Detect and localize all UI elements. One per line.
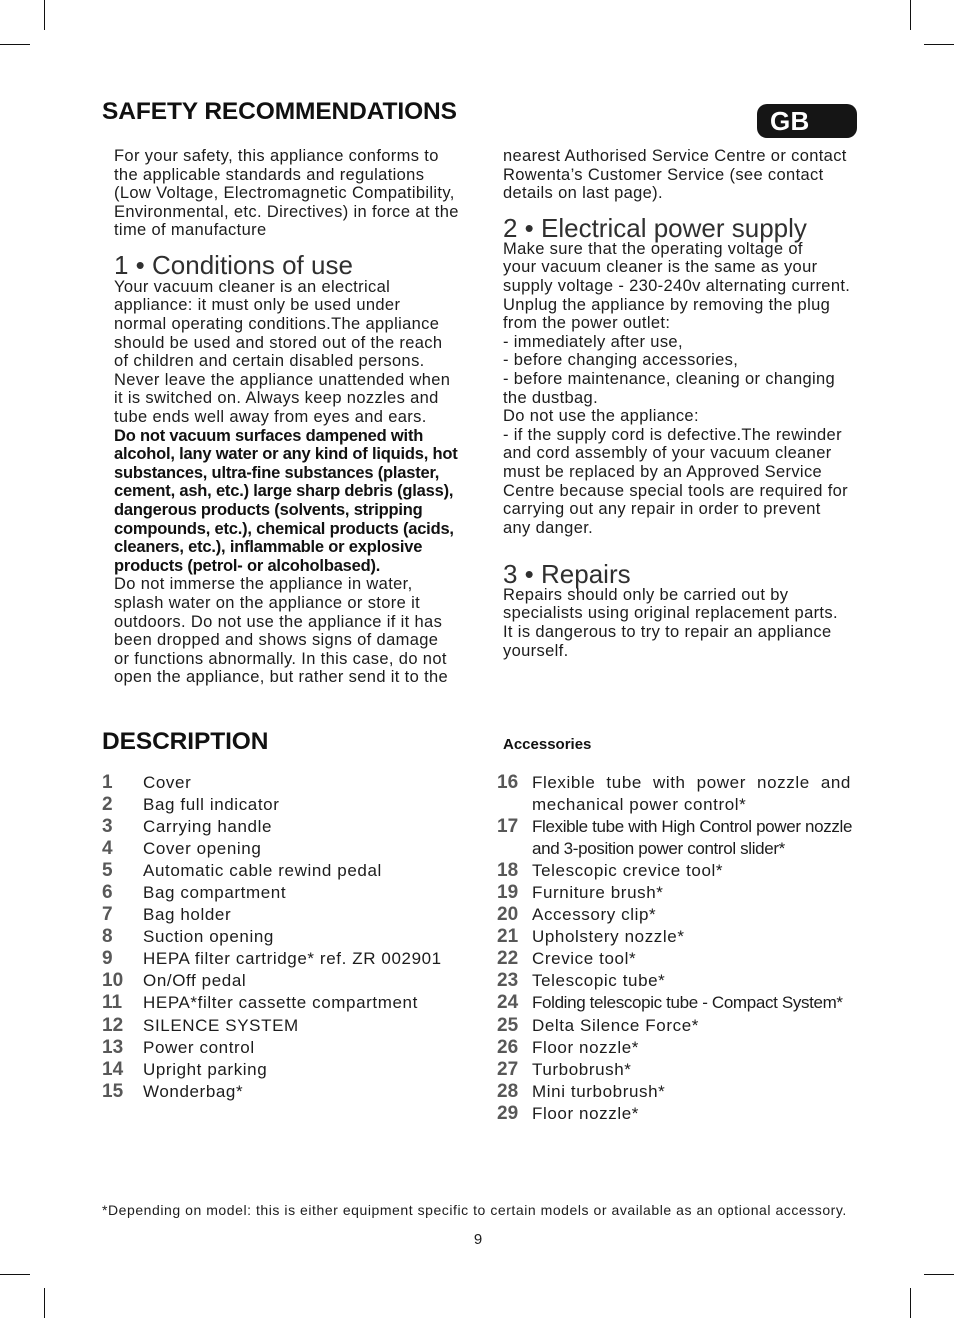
item-number: 28 [497,1080,519,1102]
conditions-line: it is switched on. Always keep nozzles and [114,389,439,408]
item-label-line: Floor nozzle* [532,1103,640,1123]
item-number: 14 [102,1058,124,1080]
crop-mark [910,0,911,30]
page-number: 9 [473,1231,483,1248]
conditions-line: appliance: it must only be used under [114,296,401,315]
description-item [102,1081,442,1103]
accessory-item [497,970,852,992]
item-label [532,948,636,970]
item-label-line: Delta Silence Force* [532,1015,699,1035]
description-item [102,926,442,948]
conditions-line: Do not immerse the appliance in water, [114,575,413,594]
conditions-line: open the appliance, but rather send it to the [114,668,449,687]
item-number: 8 [102,926,113,948]
power-supply-paragraph [503,240,850,538]
continuation-paragraph [503,147,847,203]
item-label: Cover [143,773,192,792]
description-item [102,1037,442,1059]
conditions-line: normal operating conditions.The appliance [114,314,440,333]
crop-mark [924,1274,954,1275]
item-label: On/Off pedal [143,971,247,991]
accessory-item [497,1015,852,1037]
item-number: 22 [497,948,519,970]
warning-line: substances, ultra-fine substances (plaster, [114,463,440,482]
description-item [102,970,442,992]
item-label [532,904,656,926]
item-label [532,992,843,1014]
item-label-line: Mini turbobrush* [532,1081,666,1101]
description-item [102,1015,442,1037]
item-label-line: Telescopic crevice tool* [532,861,724,881]
accessory-item [497,1037,852,1059]
item-number: 19 [497,882,519,904]
repairs-line: It is dangerous to try to repair an appliance [503,622,832,641]
item-number: 3 [102,816,113,838]
conditions-line: been dropped and shows signs of damage [114,631,439,650]
power-supply-line: and cord assembly of your vacuum cleaner [503,444,832,463]
item-label-line: Flexible tube with power nozzle and [532,773,851,792]
continuation-line: Rowenta’s Customer Service (see contact [503,165,824,184]
item-label [532,1015,699,1037]
power-supply-line: any danger. [503,518,594,537]
item-label: Suction opening [143,927,274,947]
item-label-line: Floor nozzle* [532,1037,640,1057]
intro-line: (Low Voltage, Electromagnetic Compatibility, [114,184,455,203]
warning-line: alcohol, lany water or any kind of liquids, hot [114,445,458,464]
description-item [102,860,442,882]
item-number: 13 [102,1036,124,1058]
item-label: Wonderbag* [143,1081,244,1101]
item-number: 29 [497,1102,519,1124]
accessory-item [497,926,852,948]
item-label: Carrying handle [143,817,273,837]
item-number: 10 [102,970,124,992]
item-label-line: Accessory clip* [532,905,657,925]
accessory-item [497,904,852,926]
intro-line: time of manufacture [114,221,267,240]
item-number: 24 [497,992,519,1014]
description-item [102,992,442,1014]
conditions-line: should be used and stored out of the reach [114,333,443,352]
item-number: 25 [497,1014,519,1036]
conditions-heading: 1 • Conditions of use [114,250,353,280]
accessory-item [497,860,852,882]
description-item [102,904,442,926]
warning-line: compounds, etc.), chemical products (acids, [114,519,454,538]
item-label: SILENCE SYSTEM [143,1015,299,1035]
conditions-paragraph [114,278,458,427]
crop-mark [910,1288,911,1318]
item-label-line: Flexible tube with High Control power nozzle [532,817,853,837]
repairs-line: specialists using original replacement parts. [503,604,838,623]
accessory-item [497,1059,852,1081]
power-supply-line: from the power outlet: [503,314,671,333]
description-item [102,838,442,860]
item-label-line: Telescopic tube* [532,971,666,991]
item-label-line: Turbobrush* [532,1059,632,1079]
item-label: Automatic cable rewind pedal [143,861,382,881]
description-list [102,772,442,1103]
accessories-title: Accessories [503,736,592,753]
item-label [532,926,685,948]
description-item [102,816,442,838]
crop-mark [44,1288,45,1318]
conditions-line: splash water on the appliance or store it [114,594,421,613]
item-number: 9 [102,948,113,970]
language-badge [757,104,857,138]
footnote: *Depending on model: this is either equipment specific to certain models or available as an optional accessory. [102,1202,847,1218]
item-number: 15 [102,1080,124,1102]
warning-line: cleaners, etc.), inflammable or explosive [114,538,423,557]
item-label: Power control [143,1037,255,1057]
item-number: 11 [102,992,123,1014]
crop-mark [924,44,954,45]
accessory-item [497,948,852,970]
intro-line: the applicable standards and regulations [114,165,425,184]
power-supply-line: your vacuum cleaner is the same as your [503,258,818,277]
safety-section-title: SAFETY RECOMMENDATIONS [102,98,457,125]
accessory-item [497,1103,852,1125]
power-supply-line: - if the supply cord is defective.The rewinder [503,425,842,444]
conditions-line: Your vacuum cleaner is an electrical [114,277,391,296]
item-label [532,772,851,816]
conditions-line: Never leave the appliance unattended when [114,370,451,389]
accessory-item [497,992,852,1014]
item-label [532,860,723,882]
repairs-line: Repairs should only be carried out by [503,585,789,604]
item-number: 27 [497,1058,519,1080]
intro-line: For your safety, this appliance conforms to [114,147,439,165]
item-label [532,1081,665,1103]
item-number: 12 [102,1014,124,1036]
warning-paragraph [114,427,458,576]
item-number: 26 [497,1036,519,1058]
power-supply-line: - immediately after use, [503,332,683,351]
item-label-line: Furniture brush* [532,883,664,903]
description-item [102,794,442,816]
item-label: HEPA*filter cassette compartment [143,993,418,1013]
crop-mark [0,1274,30,1275]
description-item [102,882,442,904]
repairs-heading: 3 • Repairs [503,559,631,589]
power-supply-line: carrying out any repair in order to prevent [503,500,821,519]
description-section-title: DESCRIPTION [102,728,269,755]
item-number: 1 [102,772,113,793]
item-number: 4 [102,838,113,860]
item-label: Bag holder [143,905,232,925]
conditions-section [114,278,458,687]
intro-line: Environmental, etc. Directives) in force at the [114,202,459,221]
item-number: 18 [497,860,519,882]
item-number: 2 [102,794,113,816]
item-label: Bag compartment [143,883,287,903]
accessory-item [497,772,852,816]
power-supply-line: Unplug the appliance by removing the plug [503,295,831,314]
item-number: 23 [497,970,519,992]
item-number: 5 [102,860,113,882]
item-label-line: Upholstery nozzle* [532,927,685,947]
conditions-line: of children and certain disabled persons. [114,352,425,371]
item-number: 17 [497,816,519,838]
power-supply-line: the dustbag. [503,388,599,407]
language-badge-label: GB [770,106,810,136]
item-label [532,816,852,860]
item-number: 6 [102,882,113,904]
continuation-line: details on last page). [503,184,663,203]
power-supply-line: Make sure that the operating voltage of [503,239,803,258]
description-item [102,772,442,794]
warning-line: products (petrol- or alcoholbased). [114,556,381,575]
item-label: Upright parking [143,1059,268,1079]
repairs-paragraph [503,586,838,660]
crop-mark [0,44,30,45]
conditions-line: or functions abnormally. In this case, do not [114,649,447,668]
power-supply-line: must be replaced by an Approved Service [503,463,823,481]
power-supply-line: - before changing accessories, [503,351,739,370]
warning-line: Do not vacuum surfaces dampened with [114,426,424,445]
item-label [532,882,664,904]
repairs-line: yourself. [503,641,569,660]
item-label-line: mechanical power control* [532,795,747,815]
warning-line: dangerous products (solvents, stripping [114,501,423,519]
power-supply-line: - before maintenance, cleaning or changing [503,369,836,388]
conditions-line: outdoors. Do not use the appliance if it has [114,612,443,631]
intro-paragraph [114,147,459,240]
conditions-line: tube ends well away from eyes and ears. [114,407,427,426]
power-supply-heading: 2 • Electrical power supply [503,213,807,243]
power-supply-line: Centre because special tools are required for [503,481,849,500]
accessories-list [497,772,852,1125]
description-item [102,1059,442,1081]
warning-line: cement, ash, etc.) large sharp debris (glass), [114,482,454,501]
item-number: 16 [497,772,519,793]
power-supply-line: supply voltage - 230-240v alternating current. [503,276,851,295]
item-label: HEPA filter cartridge* ref. ZR 002901 [143,949,442,969]
item-number: 7 [102,904,113,926]
accessory-item [497,816,852,860]
item-label-line: Crevice tool* [532,949,637,969]
item-label [532,1037,639,1059]
continuation-line: nearest Authorised Service Centre or contact [503,147,847,165]
item-label-line: Folding telescopic tube - Compact System* [532,993,843,1013]
accessory-item [497,1081,852,1103]
accessory-item [497,882,852,904]
item-label [532,1059,632,1081]
item-label: Cover opening [143,839,262,859]
item-label: Bag full indicator [143,795,280,815]
item-label [532,970,665,992]
item-number: 21 [497,926,519,948]
item-label [532,1103,639,1125]
item-label-line: and 3-position power control slider* [532,839,785,859]
item-number: 20 [497,904,519,926]
crop-mark [44,0,45,30]
conditions-paragraph-continued [114,575,458,687]
description-item [102,948,442,970]
power-supply-line: Do not use the appliance: [503,407,699,426]
